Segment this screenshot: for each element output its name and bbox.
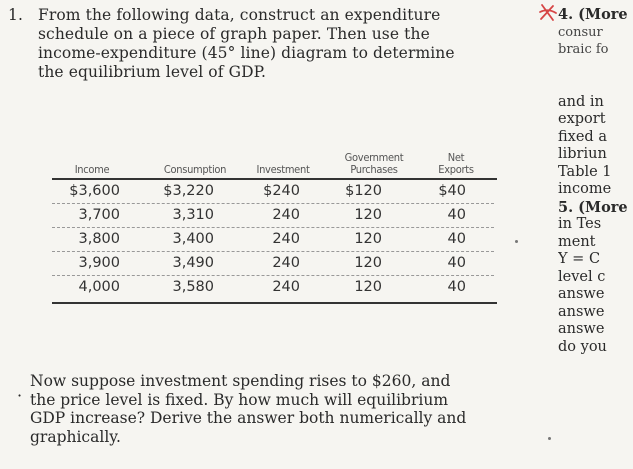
red-check-mark-icon — [538, 2, 558, 24]
problem-1-statement — [8, 6, 508, 82]
right-line: export — [558, 111, 606, 127]
right-line: in Tes — [558, 216, 602, 232]
header-net-exports-line2: Exports — [438, 163, 474, 176]
cell-government: 120 — [354, 255, 382, 271]
question-line: the price level is fixed. By how much will equilibrium — [30, 390, 449, 409]
right-line: and in — [558, 93, 604, 110]
cell-consumption: 3,580 — [172, 279, 214, 295]
problem-line: From the following data, construct an expenditure — [38, 6, 441, 24]
bullet-mark: · — [17, 386, 23, 405]
problem-number: 1. — [8, 6, 23, 24]
header-government-line1: Government — [344, 151, 404, 164]
table-row — [52, 252, 502, 276]
right-line: Y = C — [558, 251, 601, 267]
right-line: level c — [558, 268, 606, 285]
right-column-cropped-text — [558, 6, 633, 356]
cell-net-exports: 40 — [447, 279, 466, 295]
right-line: consur — [558, 24, 603, 40]
cell-government: 120 — [354, 279, 382, 295]
problem-text — [38, 6, 508, 82]
expenditure-table — [52, 132, 502, 304]
cell-income: 4,000 — [78, 279, 120, 295]
cell-income: $3,600 — [69, 183, 120, 199]
right-line: answe — [558, 303, 605, 320]
cell-government: $120 — [345, 183, 382, 199]
cell-net-exports: 40 — [447, 255, 466, 271]
right-line: answe — [558, 286, 605, 302]
right-line: libriun — [558, 146, 607, 162]
cell-net-exports: 40 — [447, 231, 466, 247]
table-row — [52, 204, 502, 228]
right-line-blank — [558, 59, 633, 77]
right-line: answe — [558, 321, 605, 337]
cell-income: 3,900 — [78, 255, 120, 271]
table-row — [52, 228, 502, 252]
problem-1 — [8, 6, 508, 82]
question-line: Now suppose investment spending rises to $260, and — [30, 372, 451, 390]
cell-net-exports: $40 — [438, 183, 466, 199]
cell-income: 3,700 — [78, 207, 120, 223]
cell-income: 3,800 — [78, 231, 120, 247]
follow-up-question — [30, 372, 508, 446]
table-row — [52, 276, 502, 300]
cell-net-exports: 40 — [447, 207, 466, 223]
right-line: do you — [558, 338, 607, 355]
cell-government: 120 — [354, 231, 382, 247]
right-line: braic fo — [558, 42, 609, 57]
cell-consumption: 3,400 — [172, 231, 214, 247]
cell-government: 120 — [354, 207, 382, 223]
right-line-blank — [558, 76, 633, 94]
right-line: 4. (More — [558, 6, 628, 23]
header-investment: Investment — [256, 163, 310, 176]
question-line: GDP increase? Derive the answer both numerically and — [30, 409, 467, 427]
right-line: ment — [558, 233, 596, 250]
header-net-exports — [426, 152, 486, 176]
right-line: fixed a — [558, 128, 607, 145]
cell-investment: 240 — [272, 207, 300, 223]
cell-investment: $240 — [263, 183, 300, 199]
cell-investment: 240 — [272, 231, 300, 247]
problem-line: schedule on a piece of graph paper. Then use the — [38, 25, 430, 43]
header-net-exports-line1: Net — [447, 151, 465, 164]
problem-line: income-expenditure (45° line) diagram to determine — [38, 44, 455, 62]
scan-speck — [515, 240, 518, 243]
cell-investment: 240 — [272, 255, 300, 271]
cell-consumption: $3,220 — [163, 183, 214, 199]
question-line: graphically. — [30, 427, 121, 446]
table-bottom-rule — [52, 302, 497, 304]
right-line: Table 1 — [558, 163, 612, 180]
header-government-line2: Purchases — [350, 163, 398, 176]
scan-speck — [548, 437, 551, 440]
cell-consumption: 3,490 — [172, 255, 214, 271]
header-government-purchases — [334, 152, 414, 176]
header-income: Income — [74, 163, 110, 176]
table-body — [52, 180, 502, 304]
table-header — [52, 132, 502, 180]
cell-consumption: 3,310 — [172, 207, 214, 223]
table-row — [52, 180, 502, 204]
right-line: 5. (More — [558, 198, 628, 216]
problem-line: the equilibrium level of GDP. — [38, 63, 267, 81]
header-consumption: Consumption — [163, 163, 227, 176]
cell-investment: 240 — [272, 279, 300, 295]
right-line: income — [558, 181, 612, 197]
